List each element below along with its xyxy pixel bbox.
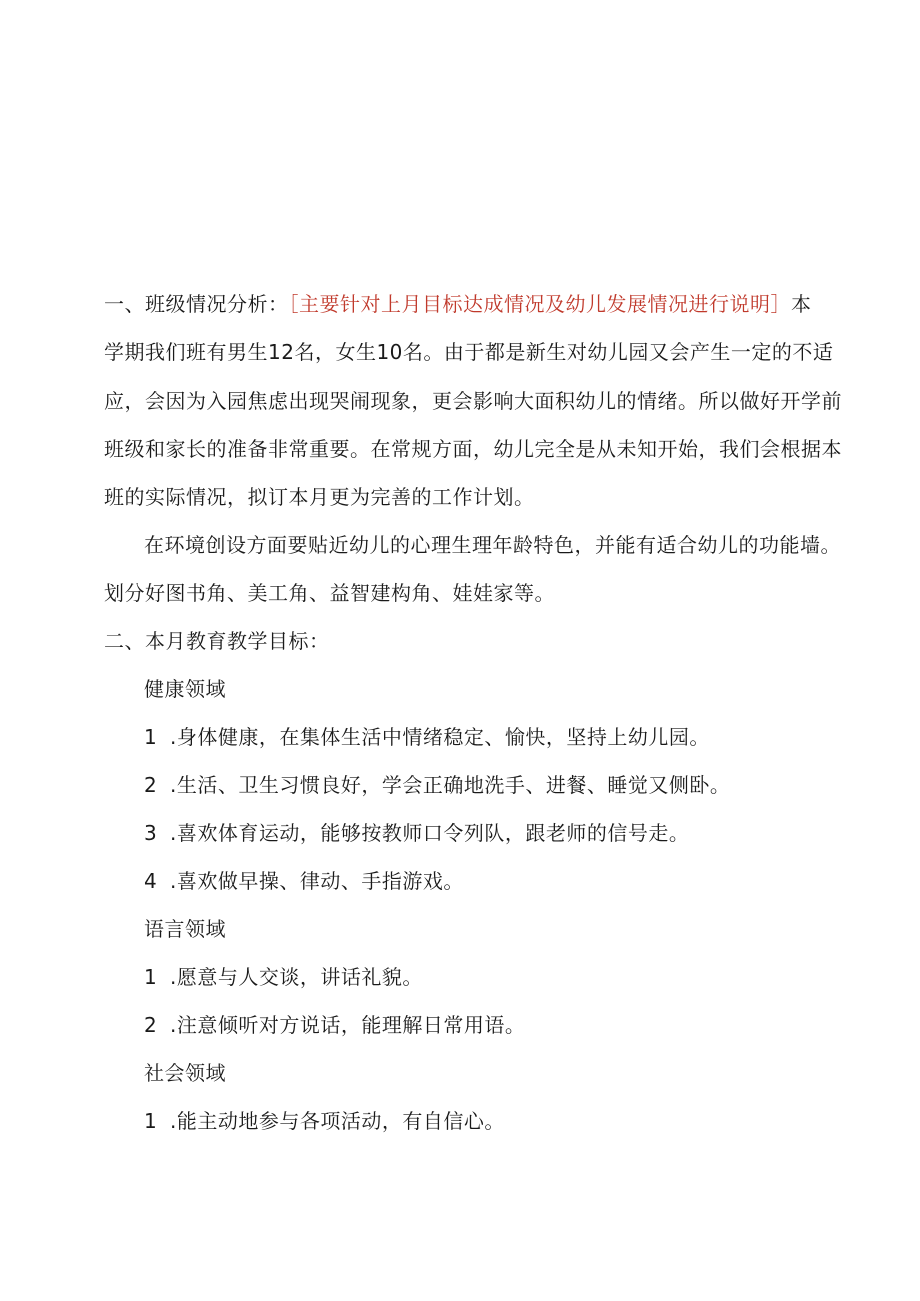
language-item-number: 1 bbox=[144, 965, 158, 989]
section1-first-line bbox=[104, 292, 812, 316]
language-item-text: .注意倾听对方说话，能理解日常用语。 bbox=[170, 1013, 526, 1037]
language-item-text: .愿意与人交谈，讲话礼貌。 bbox=[170, 965, 423, 989]
language-item bbox=[144, 965, 423, 989]
social-title: 社会领域 bbox=[144, 1061, 226, 1085]
health-item bbox=[144, 821, 689, 845]
health-item-text: .喜欢体育运动，能够按教师口令列队，跟老师的信号走。 bbox=[170, 821, 690, 845]
health-item bbox=[144, 725, 710, 749]
health-item-text: .生活、卫生习惯良好，学会正确地洗手、进餐、睡觉又侧卧。 bbox=[170, 773, 731, 797]
section2-heading: 二、本月教育教学目标： bbox=[104, 629, 330, 653]
health-item-text: .身体健康，在集体生活中情绪稳定、愉快，坚持上幼儿园。 bbox=[170, 725, 710, 749]
health-title: 健康领域 bbox=[144, 677, 226, 701]
health-item bbox=[144, 869, 464, 893]
language-item-number: 2 bbox=[144, 1013, 158, 1037]
section1-para1-line-2: 应，会因为入园焦虑出现哭闹现象，更会影响大面积幼儿的情绪。所以做好开学前 bbox=[104, 389, 842, 413]
health-item-number: 4 bbox=[144, 869, 158, 893]
health-item-text: .喜欢做早操、律动、手指游戏。 bbox=[170, 869, 464, 893]
health-item-number: 3 bbox=[144, 821, 158, 845]
social-item bbox=[144, 1109, 505, 1133]
section1-para1-line-0: 本 bbox=[791, 292, 812, 316]
language-title: 语言领域 bbox=[144, 917, 226, 941]
section1-para2-line-1: 划分好图书角、美工角、益智建构角、娃娃家等。 bbox=[104, 581, 555, 605]
health-item-number: 1 bbox=[144, 725, 158, 749]
section1-heading: 一、班级情况分析： bbox=[104, 292, 289, 316]
section1-para1-line-1: 学期我们班有男生12名，女生10名。由于都是新生对幼儿园又会产生一定的不适 bbox=[104, 340, 834, 364]
health-item-number: 2 bbox=[144, 773, 158, 797]
social-item-number: 1 bbox=[144, 1109, 158, 1133]
section1-para1-line-3: 班级和家长的准备非常重要。在常规方面，幼儿完全是从未知开始，我们会根据本 bbox=[104, 437, 842, 461]
language-item bbox=[144, 1013, 525, 1037]
section1-para2-line-0: 在环境创设方面要贴近幼儿的心理生理年龄特色，并能有适合幼儿的功能墙。 bbox=[144, 533, 841, 557]
health-item bbox=[144, 773, 730, 797]
section1-para1-line-4: 班的实际情况，拟订本月更为完善的工作计划。 bbox=[104, 485, 535, 509]
section1-note: ［主要针对上月目标达成情况及幼儿发展情况进行说明］ bbox=[288, 292, 791, 316]
social-item-text: .能主动地参与各项活动，有自信心。 bbox=[170, 1109, 505, 1133]
